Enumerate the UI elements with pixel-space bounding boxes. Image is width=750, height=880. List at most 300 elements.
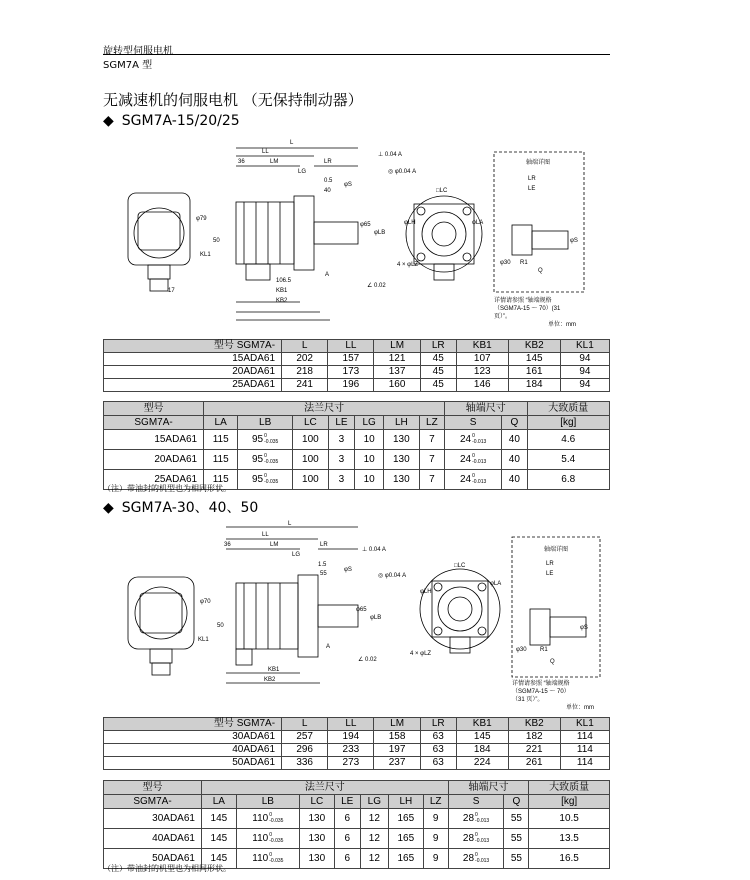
dim-L: L: [290, 140, 294, 146]
tolerance-lower: -0.035: [264, 479, 279, 486]
value-cell: [419, 470, 444, 490]
section2-table1: [103, 717, 610, 770]
section2-heading-text: SGM7A-30、40、50: [121, 500, 259, 516]
model-cell: 30ADA61: [104, 809, 202, 829]
value-cell: 123: [456, 366, 508, 379]
detail-note-line3: 页）”。: [494, 314, 511, 320]
tolerance-lower: -0.035: [269, 838, 284, 845]
value-cell: 145: [456, 731, 508, 744]
value-la: 145: [210, 833, 228, 844]
column-header: Q: [504, 795, 529, 809]
column-header: LZ: [419, 416, 444, 430]
value-s: 24: [459, 434, 472, 445]
dim-KB1: KB1: [276, 288, 288, 294]
column-header: LH: [384, 416, 420, 430]
tolerance-lower: -0.013: [472, 479, 487, 486]
diamond-bullet-icon: ◆: [103, 113, 114, 129]
tolerance: [472, 453, 486, 465]
tolerance-lower: -0.035: [264, 439, 279, 446]
shaft-detail-box: [512, 537, 600, 677]
model-cell: 30ADA61: [104, 731, 282, 744]
detail-LE: LE: [528, 186, 536, 192]
column-header: KB1: [456, 340, 508, 353]
dim-LM: LM: [270, 159, 279, 165]
value-cell: 45: [420, 379, 456, 392]
table-row: [104, 809, 610, 829]
mass-cell: 6.8: [527, 470, 610, 490]
value-le: 6: [344, 813, 351, 824]
value-cell: [293, 430, 329, 450]
table-row: [104, 366, 610, 379]
column-header: KL1: [560, 718, 609, 731]
value-cell: [299, 849, 334, 869]
dim-LC: □LC: [454, 563, 466, 569]
dim-LG: LG: [298, 169, 307, 175]
tolerance-lower: -0.035: [269, 818, 284, 825]
column-header: S: [448, 795, 504, 809]
value-cell: [201, 809, 236, 829]
flange-view: [406, 196, 482, 272]
page-title: 无减速机的伺服电机 （无保持制动器）: [103, 91, 363, 109]
dim-50: 50: [217, 623, 224, 629]
value-cell: 114: [560, 744, 609, 757]
value-s: 24: [459, 474, 472, 485]
detail-phiS: φS: [570, 238, 578, 244]
value-q: 55: [510, 853, 522, 864]
value-cell: 221: [508, 744, 560, 757]
value-lz: 9: [432, 813, 439, 824]
detail-LE: LE: [546, 571, 554, 577]
dim-phiS: φS: [344, 182, 352, 188]
tolerance: [264, 473, 278, 485]
value-lb: 95: [252, 474, 264, 485]
column-header: LG: [360, 795, 388, 809]
value-cell: [419, 430, 444, 450]
dim-4xphiLZ: 4 × φLZ: [410, 651, 432, 657]
detail-phi30: φ30: [500, 260, 511, 266]
tolerance-upper: 0: [264, 473, 267, 480]
mass-cell: 5.4: [527, 450, 610, 470]
value-la: 115: [212, 474, 229, 485]
tolerance-upper: 0: [475, 812, 478, 819]
value-cell: 241: [282, 379, 328, 392]
dim-L: L: [288, 521, 292, 527]
value-cell: 160: [374, 379, 420, 392]
value-lc: 100: [302, 434, 319, 445]
model-cell: 20ADA61: [104, 450, 204, 470]
section1-table1: [103, 339, 610, 392]
column-header: LA: [201, 795, 236, 809]
value-cell: [448, 809, 504, 829]
value-cell: 202: [282, 353, 328, 366]
value-cell: 94: [560, 379, 609, 392]
mass-cell: 16.5: [529, 849, 610, 869]
value-cell: 145: [508, 353, 560, 366]
value-cell: [388, 809, 423, 829]
column-header: 型号 SGM7A-: [104, 718, 282, 731]
value-la: 115: [212, 434, 229, 445]
column-header: LR: [420, 718, 456, 731]
dim-phiS: φS: [344, 567, 352, 573]
value-lh: 130: [393, 454, 410, 465]
value-cell: [355, 450, 384, 470]
column-header: KB2: [508, 340, 560, 353]
value-cell: [299, 829, 334, 849]
dim-0.5: 0.5: [324, 178, 333, 184]
column-header: LC: [293, 416, 329, 430]
value-cell: 63: [420, 757, 456, 770]
value-cell: [423, 809, 448, 829]
model-cell: 20ADA61: [104, 366, 282, 379]
value-lh: 130: [393, 474, 410, 485]
column-header: KB2: [508, 718, 560, 731]
value-cell: [355, 470, 384, 490]
value-lc: 100: [302, 454, 319, 465]
value-cell: [293, 450, 329, 470]
table-row: [104, 731, 610, 744]
table-row: [104, 744, 610, 757]
column-header: L: [282, 718, 328, 731]
column-header: LB: [236, 795, 299, 809]
tolerance-upper: 0: [472, 453, 475, 460]
column-header: LA: [204, 416, 238, 430]
flange-group-header: 法兰尺寸: [201, 781, 448, 795]
value-cell: [448, 829, 504, 849]
value-la: 145: [210, 813, 228, 824]
column-header: LB: [238, 416, 293, 430]
value-lb: 110: [252, 853, 269, 864]
dim-phi79: φ79: [196, 216, 207, 222]
value-cell: [384, 470, 420, 490]
value-cell: [238, 470, 293, 490]
value-lz: 9: [432, 853, 439, 864]
model-cell: 40ADA61: [104, 829, 202, 849]
value-cell: [238, 450, 293, 470]
flange-group-header: 法兰尺寸: [204, 402, 445, 416]
value-lb: 110: [252, 833, 269, 844]
value-lh: 165: [397, 833, 415, 844]
tol-frame-perp: ⊥ 0.04 A: [378, 152, 402, 158]
value-cell: 257: [282, 731, 328, 744]
value-le: 6: [344, 853, 351, 864]
dim-phiLH: φLH: [420, 589, 432, 595]
dimension-drawing-1: [0, 130, 750, 335]
model-group-header: 型号: [104, 781, 202, 795]
detail-LR: LR: [528, 176, 536, 182]
mass-cell: 10.5: [529, 809, 610, 829]
tolerance-upper: 0: [269, 852, 273, 859]
dim-LL: LL: [262, 532, 269, 538]
table-row: [104, 829, 610, 849]
value-cell: [360, 829, 388, 849]
value-la: 145: [210, 853, 228, 864]
column-header: L: [282, 340, 328, 353]
column-header: LM: [374, 718, 420, 731]
value-cell: 114: [560, 731, 609, 744]
tolerance: [472, 433, 486, 445]
dim-phi65: φ65: [360, 222, 371, 228]
value-lg: 12: [368, 833, 380, 844]
section1-heading-text: SGM7A-15/20/25: [121, 113, 240, 129]
table-row: [104, 379, 610, 392]
value-cell: [236, 809, 299, 829]
value-cell: [355, 430, 384, 450]
value-lc: 130: [308, 813, 326, 824]
value-cell: [502, 450, 527, 470]
value-cell: [423, 849, 448, 869]
tolerance-lower: -0.035: [269, 858, 284, 865]
value-cell: 107: [456, 353, 508, 366]
dim-1.5: 1.5: [318, 562, 327, 568]
column-header: LM: [374, 340, 420, 353]
tolerance: [475, 852, 489, 864]
value-q: 40: [508, 454, 520, 465]
shaft-group-header: 轴端尺寸: [445, 402, 527, 416]
value-lb: 95: [252, 454, 264, 465]
datum-A: A: [325, 272, 330, 278]
value-la: 115: [212, 454, 229, 465]
value-cell: 184: [456, 744, 508, 757]
value-cell: [236, 829, 299, 849]
model-cell: 50ADA61: [104, 849, 202, 869]
value-cell: [504, 809, 529, 829]
dim-phi70: φ70: [200, 599, 211, 605]
column-header: 型号 SGM7A-: [104, 340, 282, 353]
detail-note-line1: 详情请参照 “轴端规格: [512, 681, 570, 687]
datum-A: A: [326, 644, 331, 650]
model-group-header: 型号: [104, 402, 204, 416]
value-cell: 261: [508, 757, 560, 770]
value-s: 28: [462, 853, 475, 864]
value-lh: 165: [397, 813, 415, 824]
tolerance-lower: -0.013: [472, 459, 487, 466]
motor-front-view: [128, 577, 194, 649]
dim-36: 36: [224, 542, 231, 548]
value-lg: 12: [368, 853, 380, 864]
value-cell: [502, 430, 527, 450]
tolerance: [269, 812, 283, 824]
value-cell: 237: [374, 757, 420, 770]
column-header: LL: [328, 718, 374, 731]
value-cell: 158: [374, 731, 420, 744]
dim-KL1: KL1: [198, 637, 209, 643]
value-cell: 45: [420, 353, 456, 366]
value-lg: 10: [363, 454, 375, 465]
value-cell: 233: [328, 744, 374, 757]
value-cell: 94: [560, 366, 609, 379]
dim-phiLH: φLH: [404, 220, 416, 226]
header-divider: [103, 54, 610, 55]
value-cell: [388, 849, 423, 869]
value-q: 40: [508, 474, 520, 485]
value-lh: 165: [397, 853, 415, 864]
value-cell: 63: [420, 744, 456, 757]
column-header: LE: [334, 795, 360, 809]
value-cell: 157: [328, 353, 374, 366]
value-q: 55: [510, 833, 522, 844]
tolerance-lower: -0.013: [475, 858, 490, 865]
value-lz: 9: [432, 833, 439, 844]
column-header: LG: [355, 416, 384, 430]
tol-frame-angle: ∠ 0.02: [358, 657, 377, 663]
motor-side-view: [236, 202, 294, 264]
model-cell: 25ADA61: [104, 470, 204, 490]
table-row: [104, 353, 610, 366]
value-cell: [448, 849, 504, 869]
mass-cell: 13.5: [529, 829, 610, 849]
value-cell: [328, 430, 355, 450]
dim-phiLB: φLB: [374, 230, 386, 236]
mass-group-header: 大致质量: [529, 781, 610, 795]
value-cell: [445, 430, 502, 450]
value-cell: 146: [456, 379, 508, 392]
dim-55: 55: [320, 571, 327, 577]
value-lc: 130: [308, 833, 326, 844]
detail-title: 轴端详图: [526, 160, 551, 166]
section2-table2: [103, 780, 610, 869]
value-q: 55: [510, 813, 522, 824]
value-cell: [384, 450, 420, 470]
value-cell: 45: [420, 366, 456, 379]
dim-106.5: 106.5: [276, 278, 292, 284]
column-header: Q: [502, 416, 527, 430]
header-category: 旋转型伺服电机: [103, 46, 173, 57]
detail-LR: LR: [546, 561, 554, 567]
section1-heading: [103, 113, 240, 129]
tolerance-upper: 0: [475, 852, 478, 859]
header-model-family: SGM7A 型: [103, 60, 153, 71]
column-header: LL: [328, 340, 374, 353]
dim-phiLA: φLA: [490, 581, 502, 587]
value-q: 40: [508, 434, 520, 445]
dim-50: 50: [213, 238, 220, 244]
motor-front-view: [128, 193, 190, 265]
value-lz: 7: [429, 434, 435, 445]
dim-phi65: φ65: [356, 607, 367, 613]
dim-36: 36: [238, 159, 245, 165]
tolerance-lower: -0.013: [475, 838, 490, 845]
value-le: 6: [344, 833, 351, 844]
column-header: LE: [328, 416, 355, 430]
model-cell: 15ADA61: [104, 353, 282, 366]
value-cell: 161: [508, 366, 560, 379]
column-header: LZ: [423, 795, 448, 809]
dim-LL: LL: [262, 149, 269, 155]
value-lz: 7: [429, 454, 435, 465]
value-cell: 182: [508, 731, 560, 744]
value-cell: [334, 849, 360, 869]
column-header: S: [445, 416, 502, 430]
value-cell: [238, 430, 293, 450]
column-header: LC: [299, 795, 334, 809]
tolerance-upper: 0: [472, 473, 475, 480]
value-cell: [388, 829, 423, 849]
value-cell: 336: [282, 757, 328, 770]
model-sub-header: SGM7A-: [104, 795, 202, 809]
dim-LR: LR: [324, 159, 332, 165]
value-lg: 12: [368, 813, 380, 824]
dim-KB1: KB1: [268, 667, 280, 673]
value-cell: [419, 450, 444, 470]
table-row: [104, 757, 610, 770]
tol-frame-perp: ⊥ 0.04 A: [362, 547, 386, 553]
dim-4xphiLZ: 4 × φLZ: [397, 262, 419, 268]
value-s: 28: [462, 813, 475, 824]
value-cell: 218: [282, 366, 328, 379]
value-lb: 110: [252, 813, 269, 824]
detail-note-line2: （SGM7A-15 ～ 70）(31: [494, 306, 561, 312]
model-cell: 25ADA61: [104, 379, 282, 392]
detail-R1: R1: [520, 260, 528, 266]
model-cell: 50ADA61: [104, 757, 282, 770]
value-cell: [502, 470, 527, 490]
dim-LG: LG: [292, 552, 301, 558]
value-cell: [204, 430, 238, 450]
tol-frame-conc: ◎ φ0.04 A: [388, 169, 417, 175]
value-cell: 224: [456, 757, 508, 770]
value-cell: 114: [560, 757, 609, 770]
tolerance: [264, 453, 278, 465]
value-cell: [384, 430, 420, 450]
value-cell: [334, 829, 360, 849]
detail-note-line2: （SGM7A-15 ～ 70）: [512, 689, 570, 695]
detail-Q: Q: [550, 659, 555, 665]
value-cell: 197: [374, 744, 420, 757]
value-cell: [504, 829, 529, 849]
value-lz: 7: [429, 474, 435, 485]
mass-cell: 4.6: [527, 430, 610, 450]
value-lc: 100: [302, 474, 319, 485]
section1-table2: [103, 401, 610, 490]
table-row: [104, 430, 610, 450]
detail-title: 轴端详图: [544, 547, 569, 553]
tolerance-upper: 0: [472, 433, 475, 440]
tolerance: [264, 433, 278, 445]
model-cell: 15ADA61: [104, 430, 204, 450]
value-cell: 121: [374, 353, 420, 366]
value-s: 24: [459, 454, 472, 465]
table-row: [104, 450, 610, 470]
column-header: KB1: [456, 718, 508, 731]
dim-40: 40: [324, 188, 331, 194]
value-lg: 10: [363, 474, 375, 485]
value-cell: [445, 470, 502, 490]
tolerance-upper: 0: [264, 433, 267, 440]
tolerance: [472, 473, 486, 485]
column-header: LH: [388, 795, 423, 809]
detail-phiS: φS: [580, 625, 588, 631]
dim-17: 17: [168, 288, 175, 294]
detail-note-line3: （31 页）”。: [512, 697, 544, 703]
mass-unit-header: [kg]: [529, 795, 610, 809]
value-le: 3: [338, 454, 345, 465]
value-lb: 95: [252, 434, 264, 445]
value-cell: [236, 849, 299, 869]
value-cell: 296: [282, 744, 328, 757]
tol-frame-conc: ◎ φ0.04 A: [378, 573, 407, 579]
value-cell: [423, 829, 448, 849]
column-header: KL1: [560, 340, 609, 353]
value-le: 3: [338, 434, 345, 445]
tolerance: [269, 832, 283, 844]
dim-KB2: KB2: [264, 677, 276, 683]
detail-phi30: φ30: [516, 647, 527, 653]
value-cell: 196: [328, 379, 374, 392]
value-cell: 94: [560, 353, 609, 366]
detail-note-line1: 详情请参照 “轴端规格: [494, 298, 552, 304]
dim-LC: □LC: [436, 188, 448, 194]
dim-LR: LR: [320, 542, 328, 548]
